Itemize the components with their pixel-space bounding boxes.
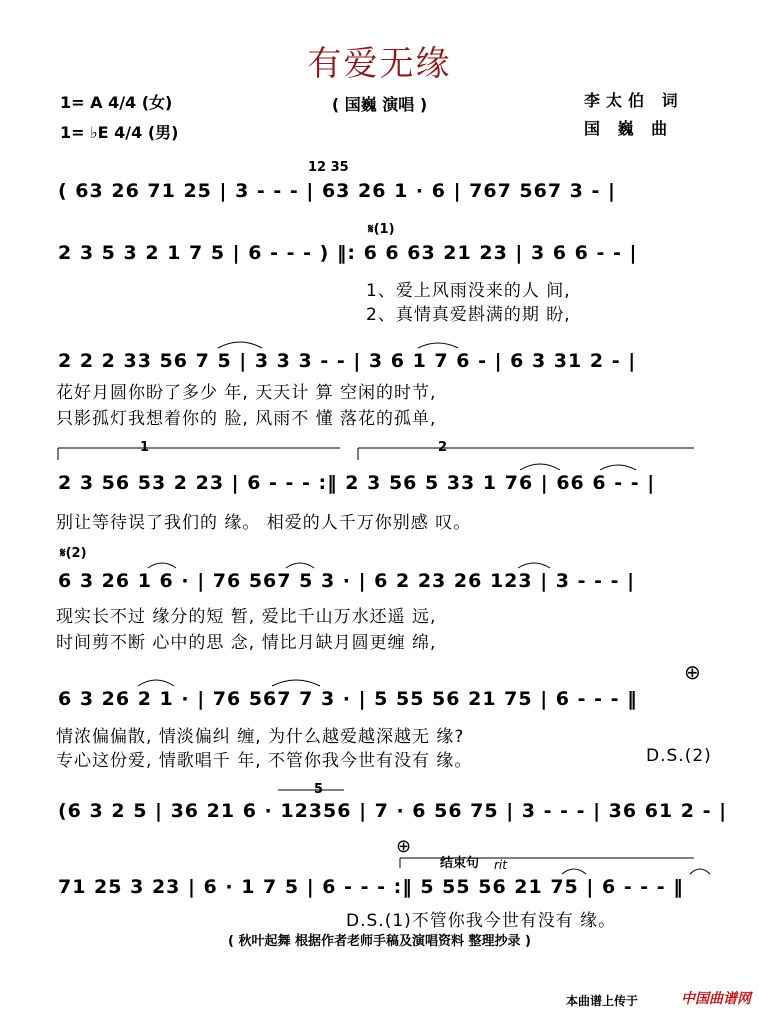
lyric-line-5b: 时间剪不断 心中的思 念, 情比月缺月圆更缠 绵, xyxy=(56,633,437,653)
lyric-line-4: 别让等待误了我们的 缘。 相爱的人千万你别感 叹。 xyxy=(56,513,472,533)
score-line-7: (6 3 2 5 | 36 21 6 · 12356 | 7 · 6 56 75 | 3 - - - | 36 61 2 - | xyxy=(58,800,728,822)
lyric-line-6a: 情浓偏偏散, 情淡偏纠 缠, 为什么越爱越深越无 缘? xyxy=(56,727,465,747)
key-signature-female: 1= A 4/4 (女) xyxy=(60,93,173,112)
quintuplet-mark: 5 xyxy=(314,782,324,797)
coda-sign-1: ⊕ xyxy=(684,660,701,684)
score-line-1: ( 63 26 71 25 | 3 - - - | 63 26 1 · 6 | 767 567 3 - | xyxy=(58,180,616,202)
lyric-line-3a: 花好月圆你盼了多少 年, 天天计 算 空闲的时节, xyxy=(56,383,437,403)
score-line-3: 2 2 2 33 56 7 5 | 3 3 3 - - | 3 6 1 7 6 - | 6 3 31 2 - | xyxy=(58,350,637,372)
volta-1-label: 1 xyxy=(140,440,150,455)
lyric-line-3b: 只影孤灯我想着你的 脸, 风雨不 懂 落花的孤单, xyxy=(56,409,437,429)
ritardando-mark: rit xyxy=(494,858,507,872)
score-line-2: 2 3 5 3 2 1 7 5 | 6 - - - ) ‖: 6 6 63 21 23 | 3 6 6 - - | xyxy=(58,242,638,264)
transcription-note: ( 秋叶起舞 根据作者老师手稿及演唱资料 整理抄录 ) xyxy=(228,934,531,949)
key-signature-male: 1= ♭E 4/4 (男) xyxy=(60,123,179,142)
segno-marker-2: 𝄋(2) xyxy=(60,546,87,561)
song-title: 有爱无缘 xyxy=(307,44,452,84)
performer-line: ( 国巍 演唱 ) xyxy=(331,95,428,114)
score-line-6: 6 3 26 2 1 · | 76 567 7 3 · | 5 55 56 21 75 | 6 - - - ‖ xyxy=(58,688,638,710)
lyric-line-2a: 1、爱上风雨没来的人 间, xyxy=(366,281,571,301)
lyric-line-8: D.S.(1)不管你我今世有没有 缘。 xyxy=(346,911,617,931)
dal-segno-2: D.S.(2) xyxy=(646,746,712,766)
grace-notes: 12 35 xyxy=(308,160,349,175)
upload-note: 本曲谱上传于 xyxy=(566,994,639,1008)
score-line-8: 71 25 3 23 | 6 · 1 7 5 | 6 - - - :‖ 5 55 56 21 75 | 6 - - - ‖ xyxy=(58,876,684,898)
site-logo: 中国曲谱网 xyxy=(681,991,751,1007)
lyric-line-2b: 2、真情真爱斟满的期 盼, xyxy=(366,305,571,325)
coda-sign-2: ⊕ xyxy=(396,836,412,857)
score-line-5: 6 3 26 1 6 · | 76 567 5 3 · | 6 2 23 26 123 | 3 - - - | xyxy=(58,570,636,592)
ending-label: 结束句 xyxy=(440,856,480,871)
volta-2-label: 2 xyxy=(438,440,448,455)
composer-credit: 国 巍 曲 xyxy=(584,119,674,138)
segno-marker-1: 𝄋(1) xyxy=(368,222,395,237)
lyric-line-5a: 现实长不过 缘分的短 暂, 爱比千山万水还遥 远, xyxy=(56,607,437,627)
score-line-4: 2 3 56 53 2 23 | 6 - - - :‖ 2 3 56 5 33 1 76 | 66 6 - - | xyxy=(58,472,656,494)
lyric-line-6b: 专心这份爱, 情歌唱千 年, 不管你我今世有没有 缘。 xyxy=(56,751,473,771)
lyricist-credit: 李太伯 词 xyxy=(584,91,684,110)
